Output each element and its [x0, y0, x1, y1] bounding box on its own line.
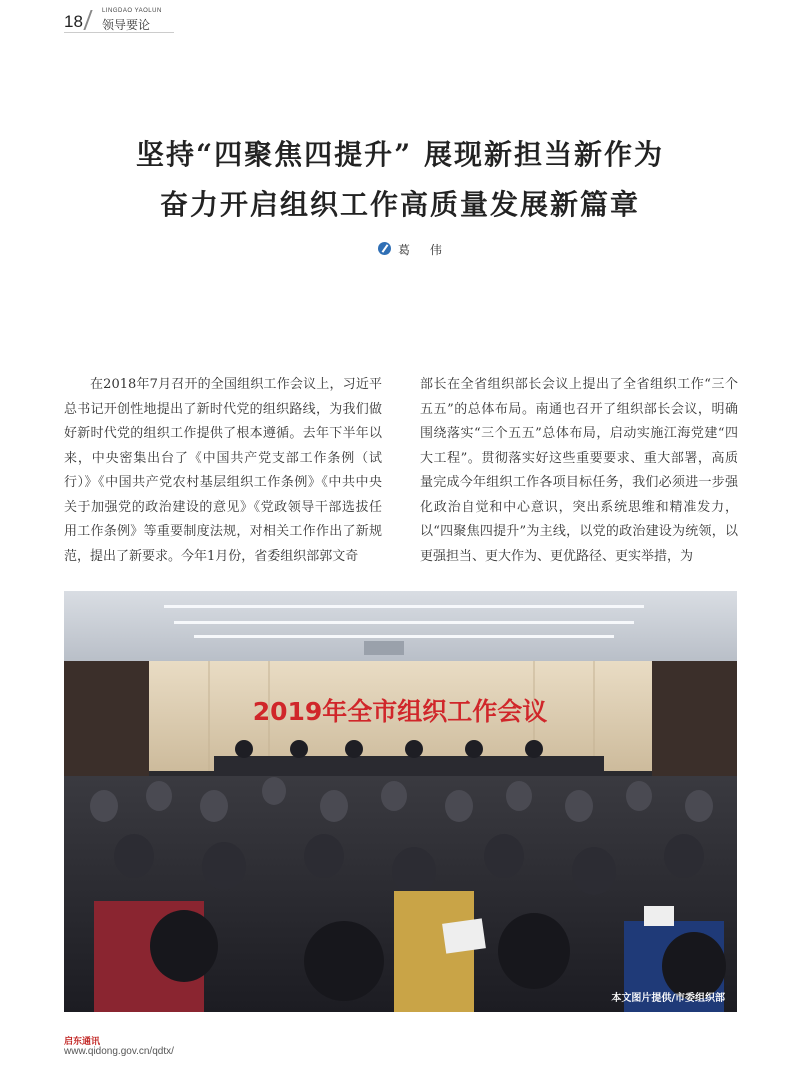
footer-url[interactable]: www.qidong.gov.cn/qdtx/ [64, 1046, 174, 1057]
footer-brand: 启东通讯 [64, 1037, 101, 1047]
conference-photo-illustration [64, 591, 737, 1012]
header-rule [64, 32, 174, 33]
conference-photo [64, 591, 737, 1012]
photo-caption: 本文图片提供/市委组织部 [611, 993, 725, 1004]
header-divider [83, 10, 92, 30]
pen-icon [378, 242, 391, 255]
body-paragraph: 部长在全省组织部长会议上提出了全省组织工作“三个五五”的总体布局。南通也召开了组织部长会议，明确围绕落实“三个五五”总体布局，启动实施江海党建“四大工程”。贯彻落实好这些重要要求、重大部署，高质量完成今年组织工作各项目标任务，我们必须进一步强化政治自觉和中心意识，突出系统思维和精准发力，以“四聚焦四提升”为主线，以党的政治建设为统领，以更强担当、更大作为、更优路径、更实举措，为 [420, 377, 738, 564]
body-paragraph: 在2018年7月召开的全国组织工作会议上，习近平总书记开创性地提出了新时代党的组织路线，为我们做好新时代党的组织工作提供了根本遵循。去年下半年以来，中央密集出台了《中国共产党支部工作条例（试行）》《中国共产党农村基层组织工作条例》《中共中央关于加强党的政治建设的意见》《党政领导干部选拔任用工作条例》等重要制度法规，对相关工作作出了新规范，提出了新要求。今年1月份，省委组织部郭文奇 [64, 377, 382, 564]
body-column-left [64, 373, 382, 569]
page-number: 18 [64, 12, 83, 31]
section-title: 领导要论 [102, 18, 151, 32]
meeting-banner: 2019年全市组织工作会议 [252, 697, 548, 726]
section-pinyin: LINGDAO YAOLUN [102, 8, 162, 14]
article-title-line2: 奋力开启组织工作高质量发展新篇章 [159, 188, 640, 221]
body-column-right [420, 373, 738, 569]
article-title-line1: 坚持“四聚焦四提升” 展现新担当新作为 [136, 138, 664, 171]
author-name: 葛 伟 [398, 243, 450, 257]
page-header [64, 8, 264, 34]
